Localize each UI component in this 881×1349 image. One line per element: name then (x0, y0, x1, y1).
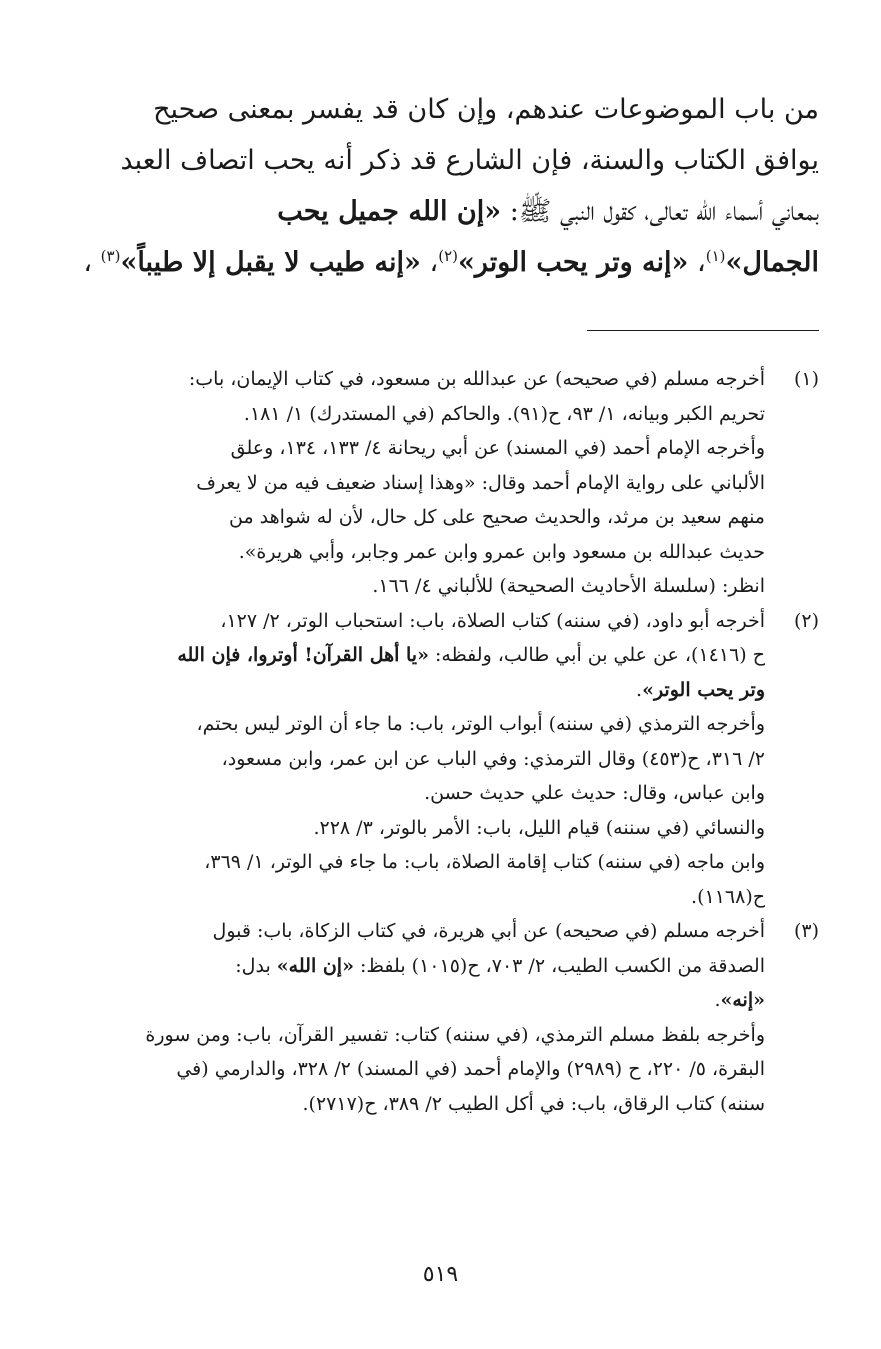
footnote-3 (59, 914, 819, 1121)
footnotes (59, 362, 819, 1121)
footnote-line: وابن عباس، وقال: حديث علي حديث حسن. (424, 782, 765, 804)
footnote-2 (59, 604, 819, 915)
hadith-quote: «إنه وتر يحب الوتر» (457, 247, 689, 278)
footnote-line: وأخرجه بلفظ مسلم الترمذي، (في سننه) كتاب: تفسير القرآن، باب: ومن سورة (145, 1023, 765, 1046)
hadith-quote: «إنه طيب لا يقبل إلا طيباً» (120, 247, 421, 278)
footnote-line: أخرجه أبو داود، (في سننه) كتاب الصلاة، باب: استحباب الوتر، ٢/ ١٢٧، (220, 609, 765, 632)
page-number: ٥١٩ (422, 1262, 459, 1287)
footnote-ref[interactable]: (٢) (438, 247, 458, 265)
hadith-quote: «إن الله جميل يحب (277, 196, 502, 227)
footnote-line: وأخرجه الإمام أحمد (في المسند) عن أبي ريحانة ٤/ ١٣٣، ١٣٤، وعلق (230, 437, 765, 459)
separator: ، (420, 247, 439, 278)
footnote-ref[interactable]: (١) (705, 247, 726, 265)
footnote-ref[interactable]: (٣) (100, 247, 121, 265)
footnote-line (59, 949, 765, 984)
footnote-segment: ح (١٤١٦)، عن علي بن أبي طالب، ولفظه: (428, 644, 765, 666)
hadith-quote: وتر يحب الوتر» (642, 678, 765, 701)
footnote-line: الألباني على رواية الإمام أحمد وقال: «وهذا إسناد ضعيف فيه من لا يعرف (196, 471, 765, 494)
footnote-line: ٢/ ٣١٦، ح(٤٥٣) وقال الترمذي: وفي الباب عن ابن عمر، وابن مسعود، (221, 747, 765, 770)
footnote-line: ح(١١٦٨). (691, 885, 765, 908)
footnote-1 (59, 362, 819, 604)
footnote-number: (١) (793, 368, 819, 390)
hadith-quote: «إن الله» (276, 954, 354, 977)
footnote-line: منهم سعيد بن مرثد، والحديث صحيح على كل حال، لأن له شواهد من (229, 506, 765, 528)
hadith-quote: «إنه» (720, 989, 765, 1011)
footnote-line: وأخرجه الترمذي (في سننه) أبواب الوتر، باب: ما جاء أن الوتر ليس بحتم، (196, 713, 765, 735)
hadith-quote: الجمال» (725, 247, 819, 278)
footnote-divider (587, 330, 819, 331)
separator: ، (688, 247, 706, 278)
footnote-segment: . (714, 989, 721, 1011)
main-text-line (59, 186, 819, 237)
main-text-segment: بمعاني أسماء الله تعالى، كقول النبي ﷺ: (501, 196, 819, 227)
footnote-line (59, 638, 765, 673)
footnote-segment: الصدقة من الكسب الطيب، ٢/ ٧٠٣، ح(١٠١٥) بلفظ: (353, 954, 765, 977)
main-text (59, 84, 819, 288)
main-text-line: من باب الموضوعات عندهم، وإن كان قد يفسر بمعنى صحيح (153, 94, 819, 125)
footnote-line: وابن ماجه (في سننه) كتاب إقامة الصلاة، باب: ما جاء في الوتر، ١/ ٣٦٩، (204, 851, 765, 873)
hadith-quote: «يا أهل القرآن! أوتروا، فإن الله (177, 644, 429, 666)
footnote-line: والنسائي (في سننه) قيام الليل، باب: الأمر بالوتر، ٣/ ٢٢٨. (313, 816, 765, 839)
footnote-segment: بدل: (235, 954, 277, 977)
footnote-line: تحريم الكبر وبيانه، ١/ ٩٣، ح(٩١). والحاكم (في المستدرك) ١/ ١٨١. (243, 402, 765, 425)
footnote-line: حديث عبدالله بن مسعود وابن عمرو وابن عمر وجابر، وأبي هريرة». (238, 540, 765, 563)
footnote-line: سننه) كتاب الرقاق، باب: في أكل الطيب ٢/ ٣٨٩، ح(٢٧١٧). (302, 1092, 765, 1115)
footnote-line: أخرجه مسلم (في صحيحه) عن أبي هريرة، في كتاب الزكاة، باب: قبول (212, 920, 765, 942)
main-text-line: يوافق الكتاب والسنة، فإن الشارع قد ذكر أنه يحب اتصاف العبد (120, 145, 819, 176)
footnote-line: انظر: (سلسلة الأحاديث الصحيحة) للألباني ٤/ ١٦٦. (372, 575, 765, 597)
footnote-segment: . (636, 678, 643, 701)
separator: ، (83, 247, 93, 278)
main-text-line (59, 237, 819, 288)
footnote-line (59, 983, 765, 1018)
footnote-number: (٢) (793, 609, 819, 632)
footnote-line: أخرجه مسلم (في صحيحه) عن عبدالله بن مسعود، في كتاب الإيمان، باب: (188, 368, 765, 390)
footnote-line: البقرة، ٥/ ٢٢٠، ح (٢٩٨٩) والإمام أحمد (في المسند) ٢/ ٣٢٨، والدارمي (في (176, 1058, 765, 1080)
separator (92, 247, 101, 278)
footnote-number: (٣) (793, 920, 819, 942)
footnote-line (59, 673, 765, 708)
